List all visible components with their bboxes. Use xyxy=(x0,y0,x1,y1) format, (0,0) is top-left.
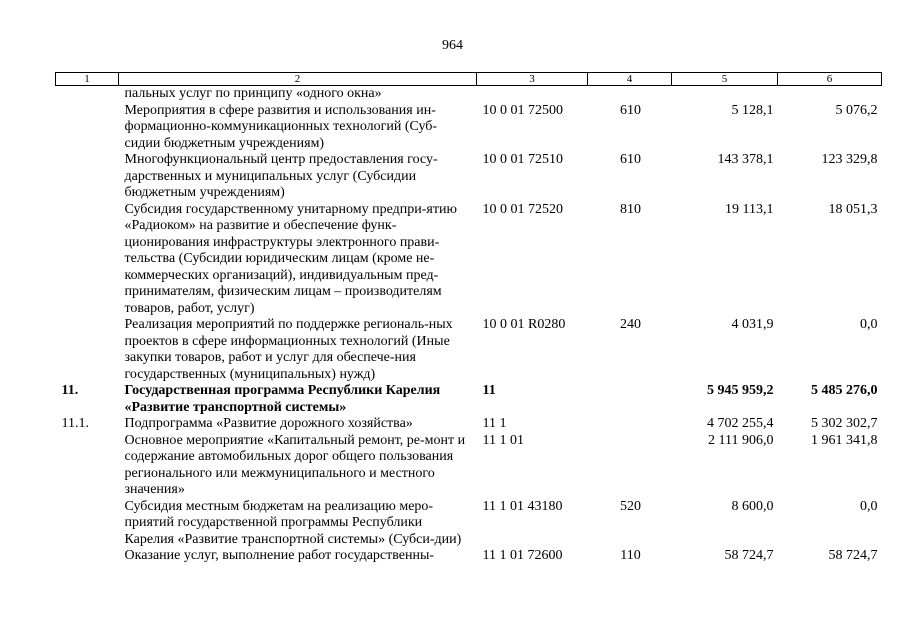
target-article-code xyxy=(477,86,588,103)
target-article-code: 11 1 xyxy=(482,416,507,431)
amount-year-1 xyxy=(672,86,778,103)
expense-type-code xyxy=(588,383,672,416)
column-header-1: 1 xyxy=(56,73,119,86)
amount-year-2: 0,0 xyxy=(860,317,878,332)
target-article-code: 10 0 01 72520 xyxy=(482,201,563,217)
amount-year-2: 58 724,7 xyxy=(828,548,878,563)
amount-year-1: 5 128,1 xyxy=(731,102,774,118)
row-number xyxy=(56,202,119,318)
table-row xyxy=(56,383,882,416)
page-number: 964 xyxy=(442,38,463,53)
target-article-code: 11 1 01 43180 xyxy=(482,498,563,514)
row-number: 11.1. xyxy=(61,416,89,431)
column-header-4: 4 xyxy=(588,73,672,86)
amount-year-1: 2 111 906,0 xyxy=(708,432,774,448)
target-article-code: 11 1 01 xyxy=(482,432,524,448)
table-row xyxy=(56,103,882,153)
table-row xyxy=(56,416,882,433)
target-article-code: 11 1 01 72600 xyxy=(482,548,563,563)
expense-type-code: 810 xyxy=(620,201,641,217)
expense-type-code xyxy=(588,416,672,433)
table-row xyxy=(56,152,882,202)
item-name: Многофункциональный центр предоставления госу-дарственных и муниципальных услуг (Субсидии бюджетным учреждениям) xyxy=(124,152,438,200)
amount-year-2: 5 302 302,7 xyxy=(811,416,878,431)
amount-year-2 xyxy=(778,86,882,103)
table-row xyxy=(56,202,882,318)
amount-year-2: 0,0 xyxy=(860,498,878,514)
amount-year-1: 58 724,7 xyxy=(724,548,774,563)
expense-type-code xyxy=(588,86,672,103)
item-name: Государственная программа Республики Карелия «Развитие транспортной системы» xyxy=(124,383,441,415)
target-article-code: 10 0 01 72510 xyxy=(482,152,563,167)
amount-year-2: 5 076,2 xyxy=(835,102,878,118)
item-name: Субсидия местным бюджетам на реализацию меро-приятий государственной программы Республики Карелия «Развитие транспортной системы» (Субси-дии) xyxy=(124,498,462,547)
expense-type-code: 610 xyxy=(620,152,641,167)
row-number xyxy=(56,152,119,202)
item-name: Субсидия государственному унитарному предпри-ятию «Радиоком» на развитие и обеспечение функ-ционирования инфраструктуры электронного прави-тельства (Субсидии юридическим лицам (кроме не-коммерческих организаций), индивидуальным пред-принимателям, физическим лицам – производителям товаров, работ, услуг) xyxy=(124,201,457,316)
row-number xyxy=(56,86,119,103)
amount-year-1: 19 113,1 xyxy=(725,201,774,217)
column-header-5: 5 xyxy=(672,73,778,86)
target-article-code: 10 0 01 R0280 xyxy=(482,317,566,332)
row-number: 11. xyxy=(61,383,79,398)
column-header-6: 6 xyxy=(778,73,882,86)
amount-year-1: 4 702 255,4 xyxy=(707,416,774,431)
row-number xyxy=(56,433,119,499)
table-header xyxy=(56,73,882,86)
table-row xyxy=(56,433,882,499)
column-header-2: 2 xyxy=(119,73,477,86)
item-name: Оказание услуг, выполнение работ государственны- xyxy=(124,548,435,563)
amount-year-2: 18 051,3 xyxy=(828,201,878,217)
amount-year-1: 5 945 959,2 xyxy=(707,383,774,398)
table-body xyxy=(56,86,882,565)
row-number xyxy=(56,103,119,153)
budget-table xyxy=(55,72,882,565)
table-row xyxy=(56,86,882,103)
item-name: пальных услуг по принципу «одного окна» xyxy=(124,86,382,101)
expense-type-code: 610 xyxy=(620,102,641,118)
table-row xyxy=(56,499,882,549)
expense-type-code: 520 xyxy=(620,498,641,514)
amount-year-2: 5 485 276,0 xyxy=(811,383,878,398)
row-number xyxy=(56,499,119,549)
item-name: Мероприятия в сфере развития и использования ин-формационно-коммуникационных технологий (Суб-сидии бюджетным учреждениям) xyxy=(124,102,438,151)
amount-year-1: 143 378,1 xyxy=(717,152,774,167)
expense-type-code xyxy=(588,433,672,499)
table-row xyxy=(56,317,882,383)
amount-year-2: 123 329,8 xyxy=(821,152,878,167)
amount-year-1: 8 600,0 xyxy=(731,498,774,514)
item-name: Подпрограмма «Развитие дорожного хозяйства» xyxy=(124,416,413,431)
column-header-3: 3 xyxy=(477,73,588,86)
target-article-code: 10 0 01 72500 xyxy=(482,102,563,118)
row-number xyxy=(56,548,119,565)
row-number xyxy=(56,317,119,383)
table-row xyxy=(56,548,882,565)
item-name: Основное мероприятие «Капитальный ремонт, ре-монт и содержание автомобильных дорог общего пользования регионального или межмуниципального и местного значения» xyxy=(124,432,466,497)
item-name: Реализация мероприятий по поддержке региональ-ных проектов в сфере информационных технологий (Иные закупки товаров, работ и услуг для обеспече-ния государственных (муниципальных) нужд) xyxy=(124,317,453,382)
expense-type-code: 110 xyxy=(620,548,641,563)
expense-type-code: 240 xyxy=(620,317,641,332)
column-number-row xyxy=(56,73,882,86)
amount-year-2: 1 961 341,8 xyxy=(811,432,878,448)
amount-year-1: 4 031,9 xyxy=(731,317,774,332)
target-article-code: 11 xyxy=(482,383,496,398)
